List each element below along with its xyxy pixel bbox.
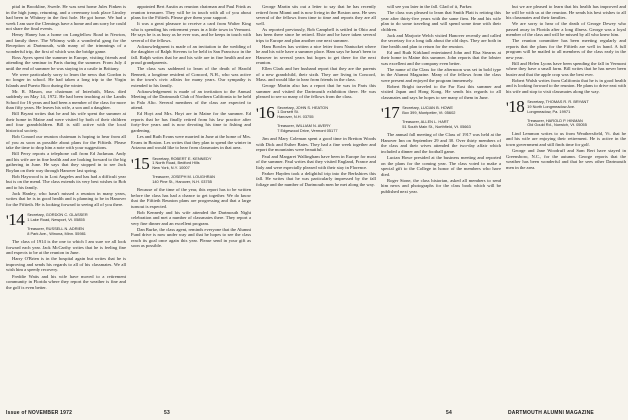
- article-paragraph: It was a great pleasure to receive a card from Walter King who is spending his retirement years in a little town in Vermont. He says he is as busy as he ever was, and he keeps in touch with several of the fellows.: [131, 21, 251, 43]
- class-year: [6, 212, 24, 229]
- class-officer-line: Hanover, N.H. 03755: [277, 114, 314, 120]
- class-year-apostrophe: ': [6, 213, 9, 230]
- class-officer-line: Treasurer, WILLIAM N. AVERY: [277, 123, 331, 129]
- article-paragraph: Jack and Marjorie Welch visited Hanover recently and called the secretary for a long talk about the old days. They are both in fine health and plan to return for the reunion.: [381, 32, 501, 49]
- class-officers: [527, 99, 589, 128]
- class-officer-line: Secretary, JOHN S. HEATON: [277, 104, 329, 110]
- class-officer-line: 51 South Main St., Northfield, Vt. 05663: [402, 123, 471, 129]
- class-officer-line: Treasurer, ALLEN L. HART: [402, 119, 449, 125]
- class-year: [131, 153, 150, 173]
- class-year: [381, 105, 399, 122]
- class-year-apostrophe: ': [381, 106, 384, 123]
- article-paragraph: The reunion committee has been meeting regularly and reports that the plans for the Fiftieth are well in hand. A full program will be mailed to all members of the class early in the new year.: [506, 38, 626, 60]
- footer-magazine-name: DARTMOUTH ALUMNI MAGAZINE: [508, 410, 594, 416]
- article-paragraph: Jack Hanley, who hasn't missed a reunion in many years, writes that he is in good health and is planning to be in Hanover for the Fiftieth. He is looking forward to seeing all of you there.: [6, 190, 126, 207]
- column-1: [6, 4, 126, 408]
- class-officer-line: Treasurer, HAROLD P. HINMAN: [527, 117, 583, 123]
- class-year: [506, 99, 524, 116]
- class-heading: [256, 102, 376, 134]
- article-paragraph: Bill and Helen Lyons have been spending the fall in Vermont where they have a small farm. Bill writes that he has never been busier and that the apple crop was the best ever.: [506, 60, 626, 77]
- class-heading: [131, 153, 251, 185]
- article-paragraph: Bill Bryant writes that he and his wife spent the summer at their home in Maine and were visited by both of their children and four grandchildren. Bill is still active with the local historical society.: [6, 111, 126, 133]
- class-year-apostrophe: ': [256, 105, 259, 122]
- class-officer-line: 1 Dorsett St.: [277, 109, 299, 115]
- article-paragraph: Dan Burke, the class agent, reminds everyone that the Alumni Fund drive is now under way and that he hopes to see the class reach its goal once again this year. Please send in your gift as soon as possible.: [131, 226, 251, 249]
- article-paragraph: George and Jane Woodruff and Sam Bert have stayed in Greensboro, N.C., for the autumn. George reports that the weather has been wonderful and that he sees other Dartmouth men in the area.: [506, 148, 626, 170]
- class-officer-line: Secretary, GORDON C. GLASSER: [27, 212, 88, 218]
- article-paragraph: The name of the Class for the afternoon was set in bold type in the Alumni Magazine. Many of the fellows from the class were present and enjoyed the program immensely.: [381, 66, 501, 83]
- article-paragraph: Harry O'Brien is in the hospital again but writes that he is improving and sends his regards to all of his classmates. We all wish him a speedy recovery.: [6, 256, 126, 273]
- article-paragraph: The annual fall meeting of the Class of 1917 was held at the Hanover Inn on September 29 and 30. Over thirty members of the class and their wives attended the two-day affair which included a dinner and the football game.: [381, 132, 501, 154]
- class-year-apostrophe: ': [131, 156, 134, 173]
- class-year: [256, 102, 275, 122]
- article-paragraph: Mr. R. Mason, our chairman of Interfaith, Mass. died suddenly on May 14, 1972. He had been teaching at the Landis School for 16 years and had been a member of the class for more than fifty years. He leaves his wife, a son and a daughter.: [6, 88, 126, 111]
- article-paragraph: We were particularly sorry to learn the news that Gordon is no longer in school. He had taken a long trip to the Virgin Islands and Puerto Rico during the winter.: [6, 71, 126, 88]
- article-paragraph: Ed Hoyt and Mrs. Hoyt are in Maine for the summer. Ed reports that he has finally retired from his law practice after forty-five years and is now devoting his time to fishing and gardening.: [131, 111, 251, 133]
- class-officers: [152, 156, 215, 185]
- article-paragraph: Lucian Howe presided at the business meeting and reported on the plans for the coming year. The class voted to make a special gift to the College in honor of the members who have died.: [381, 155, 501, 177]
- article-paragraph: Robert Bright traveled to the Far East this summer and visited Japan and Hong Kong. He sends his regards to all classmates and says he hopes to see many of them in June.: [381, 83, 501, 100]
- footer-page-right: 54: [446, 410, 452, 416]
- article-paragraph: Acknowledgment is made of an invitation to the wedding of the daughter of Ralph Stevens to be held in San Francisco in the fall. Ralph writes that he and his wife are in fine health and are proud grandparents.: [131, 43, 251, 66]
- article-paragraph: The class of 1914 is the one to which I am sure we all look forward each year. Jack McCarthy writes that he is feeling fine and expects to be at the reunion in June.: [6, 239, 126, 256]
- article-paragraph: Bob Conard our reunion chairman is hoping to hear from all of you as soon as possible about plans for the Fiftieth. Please take the time to drop him a note with your suggestions.: [6, 134, 126, 151]
- class-officers: [277, 105, 337, 134]
- class-officers: [402, 105, 471, 129]
- column-5: [506, 4, 626, 408]
- class-year-number: 17: [383, 103, 400, 123]
- article-paragraph: Ross Ayres spent the summer in Europe, visiting friends and attending the seminar in Paris during the summer. From July 4 until the end of summer he was staying in a castle in Brittany.: [6, 54, 126, 71]
- article-paragraph: The class was saddened to learn of the death of Harold Bennett, a longtime resident of Concord, N.H., who was active in the town's civic affairs for many years. Our sympathy is extended to his family.: [131, 66, 251, 88]
- class-officer-line: Treasurer, JOSEPH M. LOUGHRAN: [152, 173, 215, 179]
- article-paragraph: Bill Perry reports a telephone call from Ed Jackman. Andy and his wife are in fine health and are looking forward to the big gathering in June. He says that they stopped in to see Jack Boylan on their way through Hanover last spring.: [6, 151, 126, 173]
- class-heading: [506, 99, 626, 128]
- class-officer-line: 8 Park Ave., Winona, Minn. 55981: [27, 230, 86, 236]
- article-paragraph: Ed and Ruth Kirkland entertained John and Elsa Stearns at their home in Maine this summer. John reports that the lobster was excellent and the company even better.: [381, 49, 501, 66]
- class-officers: [27, 212, 87, 236]
- article-paragraph: pital in Brookline, Swede. He was sent home Jules Finken is in the high jump, returning, and a ceremony took place Linsley had been in Whitney in the first hole. He got home. We had a week I am sure the Clemings have a home and am sorry he could not share the final events.: [6, 4, 126, 31]
- class-year-number: 15: [133, 153, 150, 173]
- article-paragraph: but we are pleased to learn that his health has improved and he will be with us at the reunion. He sends his best wishes to all his classmates and their families.: [506, 4, 626, 20]
- article-paragraph: George Martin sits out a letter to say that he has recently retired from Miami and is now living in the Boston area. He sees several of the fellows from time to time and reports they are all well.: [256, 4, 376, 26]
- article-paragraph: Robert Walsh writes from California that he is in good health and is looking forward to the reunion. He plans to drive east with his wife and stop to visit classmates along the way.: [506, 77, 626, 94]
- column-3: [256, 4, 376, 408]
- class-year-number: 14: [8, 210, 25, 230]
- article-paragraph: Bob Haywood is in Lost Angeles and has had a difficult year but is on the mend. The class extends its very best wishes to Bob and to his family.: [6, 173, 126, 190]
- class-officer-line: 7 Edgewood Drive, Vermont 05177: [277, 127, 338, 133]
- article-paragraph: George Martin also has a report that he was in Paris this summer and visited the Dartmouth exhibition there. He was pleased to see so many of the fellows from the class.: [256, 83, 376, 100]
- class-officer-line: Treasurer, RUSSELL N. ADRIEN: [27, 226, 84, 232]
- article-paragraph: Henry Haney has a home on Longfellow Road in Newton, and family there. The Whimsy with a wonderful gang for the Reception at Dartmouth, with many of the trimmings of a wonderful trip, the first of which was the bridge game.: [6, 32, 126, 54]
- article-paragraph: Bob Kennedy and his wife attended the Dartmouth Night celebration and met a number of classmates there. They report a very fine dinner and an excellent program.: [131, 209, 251, 226]
- footer-page-left: 53: [164, 410, 170, 416]
- article-paragraph: Acknowledgement is made of an invitation to the Annual Meeting of the Dartmouth Club of Northern California to be held in Palo Alto. Several members of the class are expected to attend.: [131, 88, 251, 111]
- class-officer-line: 19 North Longmeadow Ave.: [527, 103, 576, 109]
- article-paragraph: Lind Lemmon writes to us from Weathersfield, Vt. that he and his wife are enjoying their retirement. He is active in the town government and still finds time for golf.: [506, 130, 626, 147]
- column-4: [381, 4, 501, 408]
- article-paragraph: Because of the time of the year, this report has to be written before the class has had a chance to get together. We do know that the Fiftieth Reunion plans are progressing and that a large turnout is expected.: [131, 187, 251, 209]
- column-2: [131, 4, 251, 408]
- article-paragraph: Ham Bowles has written a nice letter from Nantucket where he and his wife have a summer place. Ham says he hasn't been to Hanover in several years but hopes to get there for the next reunion.: [256, 43, 376, 66]
- class-officer-line: 1 Lake Road, Newport, Vt. 05855: [27, 216, 85, 222]
- class-officer-line: Secretary, LUCIAN B. HOWE: [402, 105, 453, 111]
- article-paragraph: We are sorry to hear of the death of George Dewey who passed away in Florida after a long illness. George was a loyal member of the class and will be missed by all who knew him.: [506, 21, 626, 38]
- article-paragraph: The class was pleased to learn that Smith Platt is retiring this year after thirty-five years with the same firm. He and his wife plan to do some traveling and will spend some time with their children.: [381, 10, 501, 32]
- footer-issue: Issue of NOVEMBER 1972: [6, 410, 73, 416]
- class-officer-line: New York, N.Y. 10007: [152, 164, 190, 170]
- article-paragraph: Ellen Clark and her husband report that they are the parents of a new grandchild, their sixth. They are living in Concord, Mass. and would like to hear from friends in the class.: [256, 66, 376, 83]
- article-paragraph: Les and Ruth Evans were married in June at the home of Mrs. Evans in Boston. Les writes that they plan to spend the winter in Arizona and would like to hear from classmates in that area.: [131, 134, 251, 151]
- class-year-apostrophe: ': [506, 100, 509, 117]
- article-paragraph: Parker Hayden took a delightful trip into the Berkshires this fall. He writes that he was particularly impressed by the fall foliage and the number of Dartmouth men he met along the way.: [256, 170, 376, 187]
- class-officer-line: Longmeadow, Pa. 19971: [527, 108, 571, 114]
- article-paragraph: Paul and Margaret Wallingham have been in Europe for most of the summer. Paul writes that they visited England, France and Italy and were especially pleased with their stay in Florence.: [256, 153, 376, 170]
- class-year-number: 18: [508, 97, 525, 117]
- article-paragraph: Jim and Mary Coleman spent a good time in Bretton Woods with Dick and Esther Bates. They had a fine week together and report the mountains were beautiful.: [256, 136, 376, 153]
- article-paragraph: appointed Bert Austin as reunion chairman and Paul Frink as reunion treasurer. They will be in touch with all of you about plans for the Fiftieth. Please give them your support.: [131, 4, 251, 20]
- class-officer-line: Secretary, ROBERT E. KENNEDY: [152, 155, 212, 161]
- class-heading: [381, 105, 501, 129]
- page-footer: [0, 408, 628, 418]
- class-officer-line: Secretary, THOMAS R. R. BRYANT: [527, 99, 589, 105]
- class-officer-line: Old Gould Rd., Norwich, Vt. 05055: [527, 122, 587, 128]
- class-officer-line: 140 Pine St., Hanover, N.H. 03755: [152, 178, 212, 184]
- article-paragraph: As reported previously, Bob Campbell is settled in Ohio and has been there since he retired. Elsie and he have taken several trips to Europe and plan another one next summer.: [256, 26, 376, 43]
- class-heading: [6, 212, 126, 236]
- article-paragraph: Roger Stone, the class historian, asked all members to send him news and photographs for the class book which will be published next year.: [381, 177, 501, 194]
- article-paragraph: will see you later in the fall. Glad of it, Parker.: [387, 4, 473, 9]
- class-officer-line: 1 North Road, Bedford Hills: [152, 160, 200, 166]
- article-paragraph: Freddie Watts and his wife have moved to a retirement community in Florida where they report the weather is fine and the golf is even better.: [6, 273, 126, 290]
- class-year-number: 16: [258, 102, 275, 122]
- class-officer-line: Box 399, Montpelier, Vt. 05602: [402, 110, 456, 116]
